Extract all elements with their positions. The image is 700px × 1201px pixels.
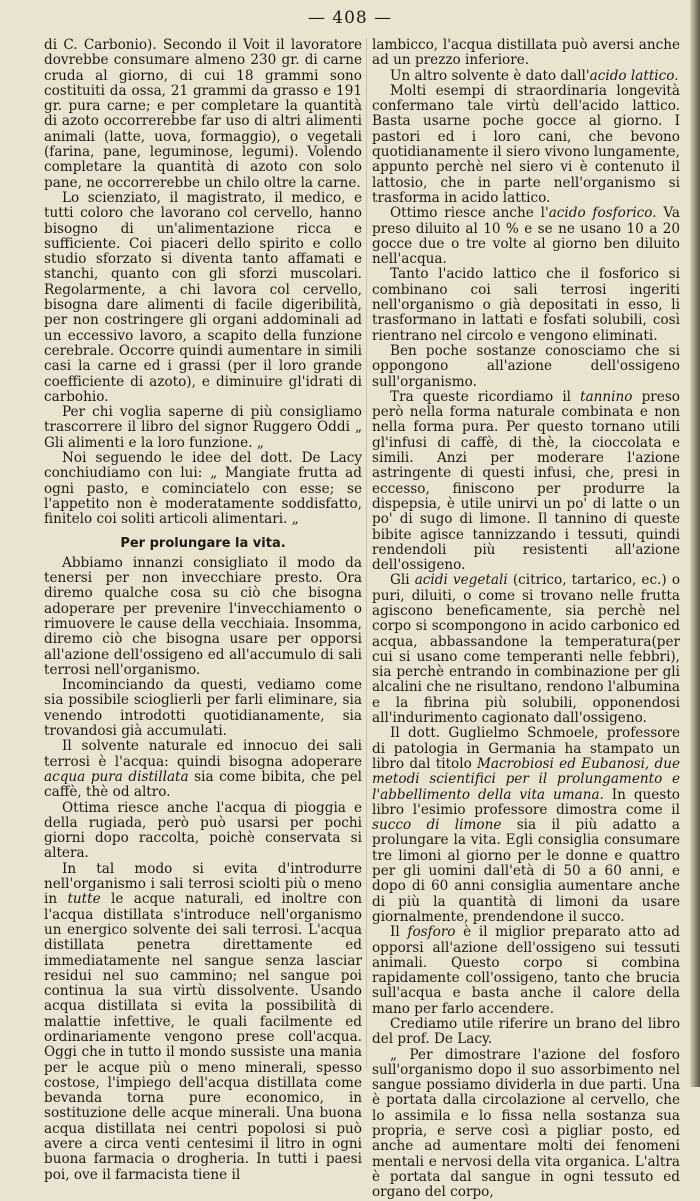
text-run: In questo libro l'esimio professore dimostra come il (372, 786, 680, 818)
paragraph: di C. Carbonio). Secondo il Voit il lavoratore dovrebbe consumare almeno 230 gr. di carne cruda al giorno, di cui 18 grammi sono costituiti da ossa, 21 grammi da grasso e 191 gr. pura carne; e per completare la quantità di azoto occorrerebbe far uso di altri alimenti animali (latte, uova, formaggio), o vegetali (farina, pane, leguminose, legumi). Volendo completare la quantità di azoto con solo pane, ne occorrerebbe un chilo oltre la carne. (44, 37, 362, 191)
italic-term: Macrobiosi ed Eubanosi, due metodi scientifici per il prolungamento e l'abbellimento della vita umana. (372, 755, 680, 803)
paragraph (44, 739, 362, 800)
column-gutter (366, 38, 367, 1068)
text-run: sia come bibita, che pel caffè, thè od altro. (44, 768, 363, 801)
paragraph: Per chi voglia saperne di più consigliamo trascorrere il libro del signor Ruggero Oddi „ Gli alimenti e la loro funzione. „ (44, 404, 362, 451)
text-run: Un altro solvente è dato dall' (390, 67, 590, 84)
text-run: (citrico, tartarico, ec.) o puri, diluiti, o come si trovano nelle frutta agiscono beneficamente, sia perchè nel corpo si scompongono in acido carbonico ed acqua, abbassandone la temperatura(per cui si usano come temperanti nelle febbri), sia perchè entrando in combinazione per gli alcalini che ne risultano, rendono l'albumina e la fibrina più solubili, opponendosi all'indurimento cagionato dall'ossigeno. (372, 572, 681, 727)
text-run: Tra queste ricordiamo il (390, 388, 581, 405)
italic-term: acido fosforico. (548, 205, 657, 222)
italic-term: succo di limone (372, 817, 502, 834)
paragraph (372, 726, 680, 925)
text-run: le acque naturali, ed inoltre con l'acqua distillata s'introduce nell'organismo un energico solvente dei sali terrosi. L'acqua distillata penetra direttamente ed immediatamente nel sangue senza lasciar residui nel suo cammino; nel sangue poi continua la sua virtù dissolvente. Usando acqua distillata si evita la possibilità di malattie infettive, le quali facilmente ed ordinariamente vengono prese coll'acqua. Oggi che in tutto il mondo sussiste una mania per le acque più o meno minerali, spesso costose, l'impiego dell'acqua distillata come bevanda torna pure economico, in sostituzione delle acque minerali. Una buona acqua distillata nei centri popolosi si può avere a circa venti centesimi il litro in ogni buona farmacia o drogheria. In tutti i paesi poi, ove il farmacista tiene il (44, 891, 362, 1183)
paragraph: Ben poche sostanze conosciamo che si oppongono all'azione dell'ossigeno sull'organismo. (372, 342, 680, 390)
paragraph: lambicco, l'acqua distillata può aversi anche ad un prezzo inferiore. (372, 37, 680, 69)
text-run: Il dott. Guglielmo Schmoele, professore di patologia in Germania ha stampato un libro dal titolo (372, 725, 680, 772)
section-heading: Per prolungare la vita. (120, 535, 286, 551)
text-run: Gli (390, 572, 415, 589)
paragraph: Incominciando da questi, vediamo come sia possibile scioglierli per farli eliminare, sia venendo introdotti quotidianamente, sia trovandosi già accumulati. (44, 677, 362, 740)
text-run: In tal modo si evita d'introdurre nell'organismo i sali terrosi sciolti più o meno in (44, 860, 362, 908)
paragraph: Lo scienziato, il magistrato, il medico, e tutti coloro che lavorano col cervello, hanno bisogno di un'alimentazione ricca e sufficiente. Coi piaceri dello spirito e collo studio sforzato si diventa tanto affamati e stanchi, quanto con gli sforzi muscolari. Regolarmente, a chi lavora col cervello, bisogna dare alimenti di facile digeribilità, per non costringere gli organi addominali ad un eccessivo lavoro, a scapito della funzione cerebrale. Occorre quindi aumentare in simili casi la carne ed i grassi (per il loro grande coefficiente di azoto), e diminuire gl'idrati di carbohio. (44, 189, 362, 405)
paragraph: Molti esempi di straordinaria longevità confermano tale virtù dell'acido lattico. Basta usarne poche gocce al giorno. I pastori ed i loro cani, che bevono quotidianamente il siero vivono lungamente, appunto perchè nel siero vi è contenuto il lattosio, che in parte nell'organismo si trasforma in acido lattico. (372, 82, 680, 206)
paragraph (372, 925, 680, 1017)
page-number: — 408 — (307, 8, 393, 28)
italic-term: acido lattico. (589, 67, 679, 84)
text-run: sia il più adatto a prolungare la vita. Egli consiglia consumare tre limoni al giorno per le donne e quattro per gli uomini dall'età di 50 a 60 anni, e dopo di 60 anni consiglia aumentare anche di più la quantità di limoni da usare giornalmente, prendendone il succo. (372, 817, 680, 925)
paragraph: Crediamo utile riferire un brano del libro del prof. De Lacy. (372, 1016, 680, 1048)
text-run: Il (390, 924, 408, 941)
paragraph (44, 862, 362, 1183)
italic-term: acidi vegetali (414, 572, 508, 589)
paragraph: „ Per dimostrare l'azione del fosforo sull'organismo dopo il suo assorbimento nel sangue possiamo dividerla in due parti. Una è portata dalla circolazione al cervello, che lo assimila e lo fissa nella sostanza sua propria, e serve così a pigliar posto, ed anche ad aumentare molti dei fenomeni mentali e nervosi della vita organica. L'altra è portata dal sangue in ogni tessuto ed organo del corpo, (372, 1046, 680, 1201)
text-run: Va preso diluito al 10 % e se ne usano 10 a 20 gocce due o tre volte al giorno ben diluito nell'acqua. (372, 205, 680, 268)
right-column (372, 37, 681, 1201)
paragraph (372, 573, 680, 726)
italic-term: fosforo (407, 924, 456, 941)
paragraph (372, 390, 680, 574)
text-run: preso però nella forma naturale combinata e non nella forma pura. Per questo tornano utili gl'infusi di caffè, di thè, la cioccolata e simili. Anzi per moderare l'azione astringente di questi infusi, che, presi in eccesso, finiscono per produrre la dispepsia, è utile unirvi un po' di latte o un po' di sugo di limone. Il tannino di queste bibite agisce tannizzando i tessuti, quindi rendendoli più resistenti all'azione dell'ossigeno. (372, 388, 680, 574)
text-run: Il solvente naturale ed innocuo dei sali terrosi è l'acqua: quindi bisogna adoperare (44, 738, 362, 770)
italic-term: tannino (580, 388, 633, 405)
italic-term: acqua pura distillata (44, 768, 189, 785)
italic-term: tutte (67, 891, 101, 908)
paragraph: Abbiamo innanzi consigliato il modo da tenersi per non invecchiare presto. Ora diremo qualche cosa su ciò che bisogna adoperare per prevenire l'invecchiamento o rimuovere le cause della vecchiaia. Insomma, diremo ciò che bisogna usare per opporsi all'azione dell'ossigeno ed all'accumulo di sali terrosi nell'organismo. (44, 554, 362, 678)
paragraph (372, 69, 680, 84)
paragraph: Ottima riesce anche l'acqua di pioggia e della rugiada, però può usarsi per pochi giorni dopo raccolta, poichè conservata si altera. (44, 799, 362, 862)
paragraph: Noi seguendo le idee del dott. De Lacy conchiudiamo con lui: „ Mangiate frutta ad ogni pasto, e cominciatelo con esse; se l'appetito non è moderatamente soddisfatto, finitelo coi soliti articoli alimentari. „ (44, 450, 362, 528)
left-column (44, 37, 363, 1183)
text-run: Ottimo riesce anche l' (390, 205, 549, 222)
page-edge-shadow (690, 0, 700, 1087)
paragraph: Tanto l'acido lattico che il fosforico si combinano coi sali terrosi ingeriti nell'organismo o già depositati in esso, li trasformano in lattati e fosfati solubili, così rientrano nel circolo e vengono eliminati. (372, 266, 680, 344)
paragraph (372, 206, 680, 267)
text-run: è il miglior preparato atto ad opporsi all'azione dell'ossigeno sui tessuti animali. Questo corpo si combina rapidamente coll'ossigeno, tanto che brucia sull'acqua e basta anche il calore della mano per farlo accendere. (372, 924, 680, 1017)
